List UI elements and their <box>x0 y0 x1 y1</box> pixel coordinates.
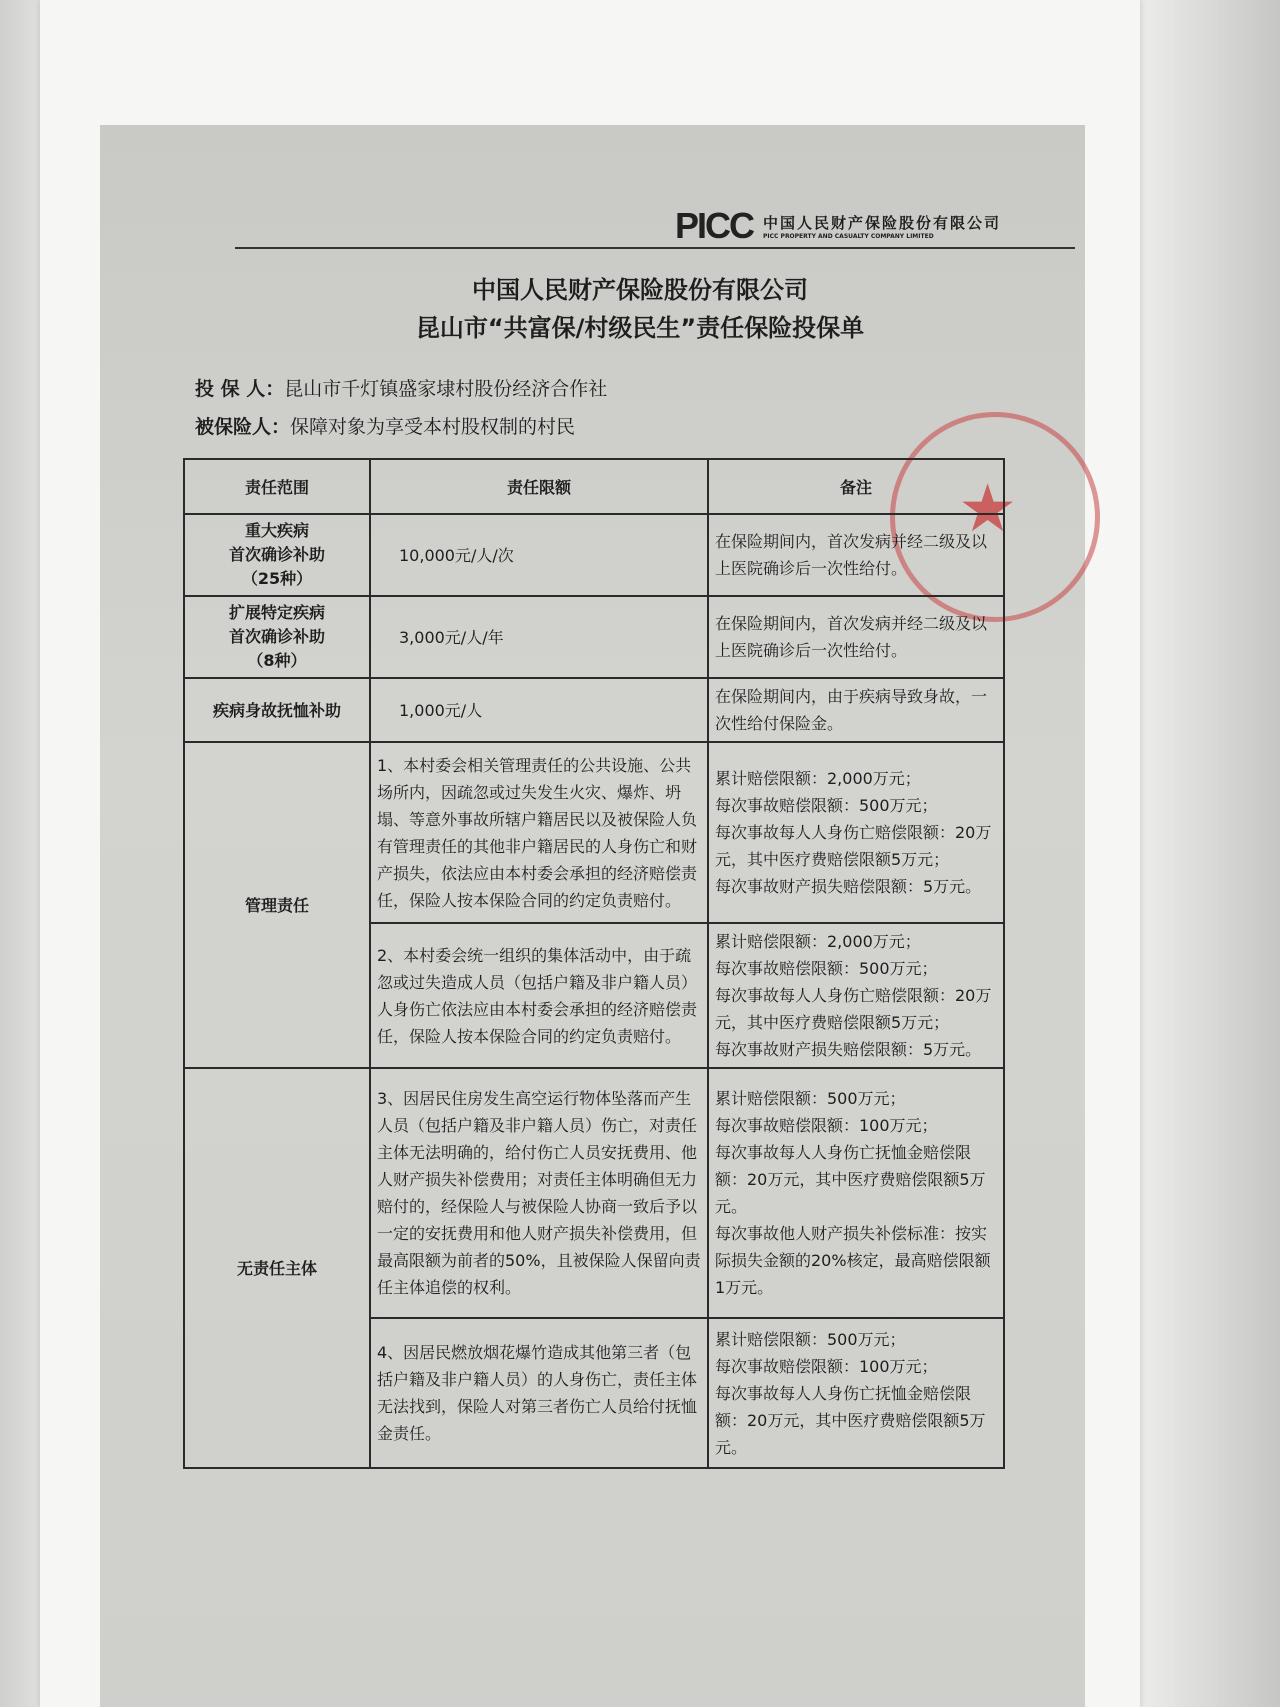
row-note: 累计赔偿限额：500万元； 每次事故赔偿限额：100万元； 每次事故每人人身伤亡抚恤金赔偿限额：20万元，其中医疗费赔偿限额5万元。 每次事故他人财产损失补偿标准：按实际损失金额的20%核定，最高赔偿限额1万元。 <box>708 1068 1004 1318</box>
logo-cn: 中国人民财产保险股份有限公司 <box>763 214 1002 232</box>
header-note: 备注 <box>708 459 1004 514</box>
header-scope: 责任范围 <box>184 459 370 514</box>
row-scope: 无责任主体 <box>184 1068 370 1468</box>
insured-label: 被保险人： <box>195 416 291 438</box>
header-rule <box>235 247 1075 249</box>
row-limit: 4、因居民燃放烟花爆竹造成其他第三者（包括户籍及非户籍人员）的人身伤亡，责任主体无法找到，保险人对第三者伤亡人员给付抚恤金责任。 <box>370 1318 708 1468</box>
row-note: 在保险期间内，首次发病并经二级及以上医院确诊后一次性给付。 <box>708 514 1004 596</box>
row-limit: 10,000元/人/次 <box>370 514 708 596</box>
table-row <box>184 678 1004 742</box>
applicant-value: 昆山市千灯镇盛家埭村股份经济合作社 <box>284 378 608 400</box>
picc-logo <box>675 205 1001 247</box>
row-scope: 扩展特定疾病 首次确诊补助 （8种） <box>184 596 370 678</box>
insured-line <box>195 412 575 439</box>
insured-value: 保障对象为享受本村股权制的村民 <box>290 416 576 438</box>
applicant-line <box>195 374 607 401</box>
table-row <box>184 742 1004 923</box>
row-limit: 3,000元/人/年 <box>370 596 708 678</box>
seal-star-icon: ★ <box>958 470 1018 547</box>
row-limit: 1、本村委会相关管理责任的公共设施、公共场所内，因疏忽或过失发生火灾、爆炸、坍塌、等意外事故所辖户籍居民以及被保险人负有管理责任的其他非户籍居民的人身伤亡和财产损失，依法应由本村委会承担的经济赔偿责任，保险人按本保险合同的约定负责赔付。 <box>370 742 708 923</box>
coverage-table <box>183 458 1005 1469</box>
row-scope: 疾病身故抚恤补助 <box>184 678 370 742</box>
table-row <box>184 1068 1004 1318</box>
header-limit: 责任限额 <box>370 459 708 514</box>
logo-en: PICC PROPERTY AND CASUALTY COMPANY LIMITED <box>763 233 934 240</box>
table-row <box>184 514 1004 596</box>
applicant-label: 投 保 人： <box>195 378 285 400</box>
table-row <box>184 596 1004 678</box>
row-limit: 2、本村委会统一组织的集体活动中，由于疏忽或过失造成人员（包括户籍及非户籍人员）人身伤亡依法应由本村委会承担的经济赔偿责任，保险人按本保险合同的约定负责赔付。 <box>370 923 708 1068</box>
row-limit: 1,000元/人 <box>370 678 708 742</box>
row-limit: 3、因居民住房发生高空运行物体坠落而产生人员（包括户籍及非户籍人员）伤亡，对责任主体无法明确的，给付伤亡人员安抚费用、他人财产损失补偿费用；对责任主体明确但无力赔付的，经保险人与被保险人协商一致后予以一定的安抚费用和他人财产损失补偿费用，但最高限额为前者的50%，且被保险人保留向责任主体追偿的权利。 <box>370 1068 708 1318</box>
row-scope: 管理责任 <box>184 742 370 1068</box>
row-scope: 重大疾病 首次确诊补助 （25种） <box>184 514 370 596</box>
company-title: 中国人民财产保险股份有限公司 <box>472 276 808 304</box>
row-note: 累计赔偿限额：500万元； 每次事故赔偿限额：100万元； 每次事故每人人身伤亡抚恤金赔偿限额：20万元，其中医疗费赔偿限额5万元。 <box>708 1318 1004 1468</box>
row-note: 在保险期间内，由于疾病导致身故，一次性给付保险金。 <box>708 678 1004 742</box>
row-note: 累计赔偿限额：2,000万元； 每次事故赔偿限额：500万元； 每次事故每人人身伤亡赔偿限额：20万元，其中医疗费赔偿限额5万元； 每次事故财产损失赔偿限额：5万元。 <box>708 742 1004 923</box>
row-note: 在保险期间内，首次发病并经二级及以上医院确诊后一次性给付。 <box>708 596 1004 678</box>
form-title: 昆山市“共富保/村级民生”责任保险投保单 <box>415 314 865 342</box>
row-note: 累计赔偿限额：2,000万元； 每次事故赔偿限额：500万元； 每次事故每人人身伤亡赔偿限额：20万元，其中医疗费赔偿限额5万元； 每次事故财产损失赔偿限额：5万元。 <box>708 923 1004 1068</box>
table-header <box>184 459 1004 514</box>
logo-mark: PICC <box>675 205 754 246</box>
